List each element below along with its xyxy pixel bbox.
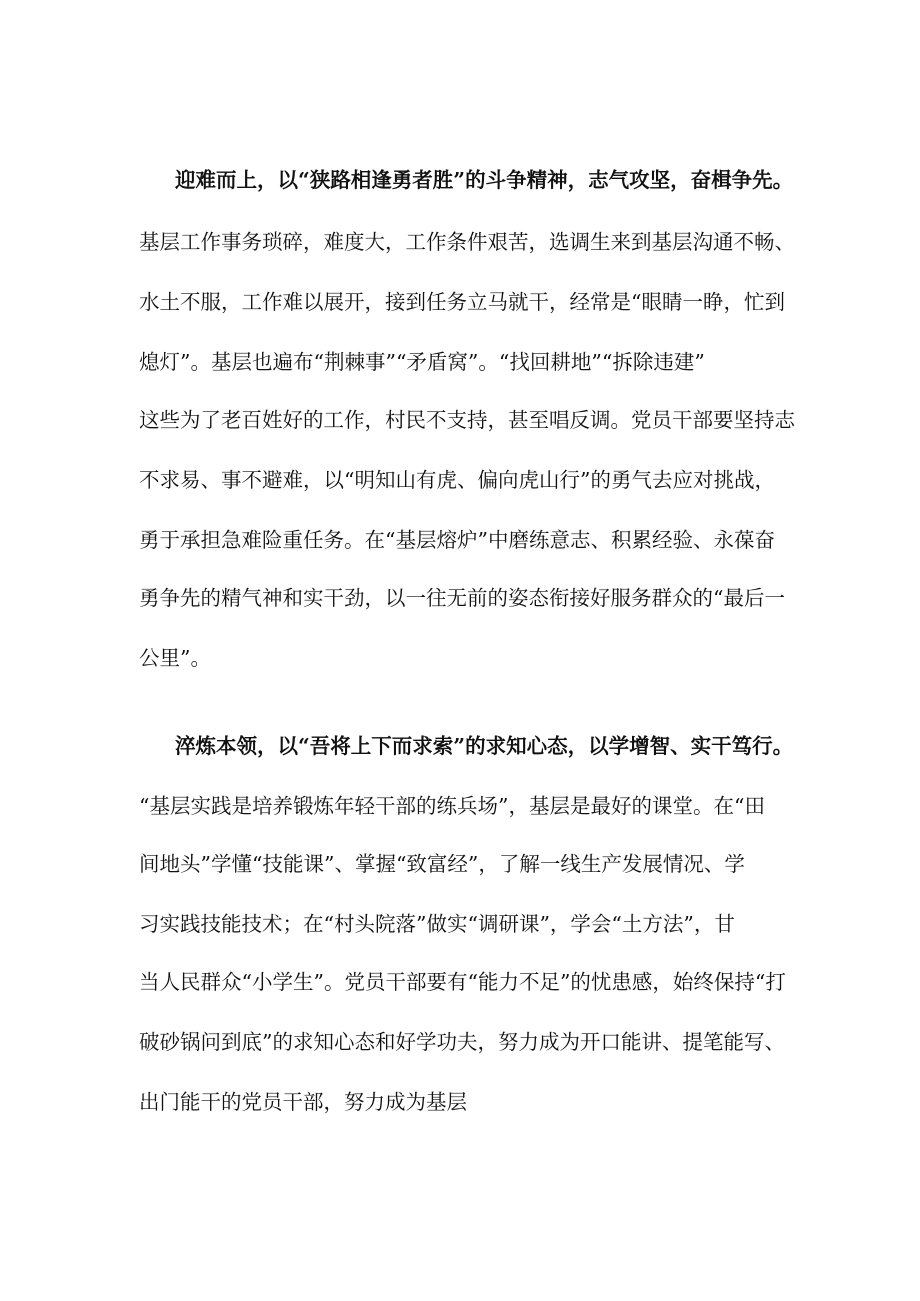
section-1-line-5: 不求易、事不避难，以“明知山有虎、偏向虎山行”的勇气去应对挑战， bbox=[139, 468, 775, 492]
section-1-line-8: 公里”。 bbox=[139, 646, 211, 670]
section-2-line-2: 间地头”学懂“技能课”、掌握“致富经”，了解一线生产发展情况、学 bbox=[139, 852, 745, 876]
section-2-line-5: 破砂锅问到底”的求知心态和好学功夫，努力成为开口能讲、提笔能写、 bbox=[139, 1030, 785, 1054]
section-2-heading: 淬炼本领，以“吾将上下而求索”的求知心态，以学增智、实干笃行。 bbox=[175, 734, 794, 758]
section-1-line-1: 基层工作事务琐碎，难度大，工作条件艰苦，选调生来到基层沟通不畅、 bbox=[139, 230, 795, 254]
section-2-line-3: 习实践技能技术；在“村头院落”做实“调研课”，学会“土方法”，甘 bbox=[139, 912, 735, 936]
section-2-line-6: 出门能干的党员干部，努力成为基层 bbox=[139, 1090, 467, 1114]
section-2-line-1: “基层实践是培养锻炼年轻干部的练兵场”，基层是最好的课堂。在“田 bbox=[139, 794, 765, 818]
section-1-line-3: 熄灯”。基层也遍布“荆棘事”“矛盾窝”。“找回耕地”“拆除违建” bbox=[139, 350, 705, 374]
section-1-line-4: 这些为了老百姓好的工作，村民不支持，甚至唱反调。党员干部要坚持志 bbox=[139, 408, 795, 432]
section-2-line-4: 当人民群众“小学生”。党员干部要有“能力不足”的忧患感，始终保持“打 bbox=[139, 970, 786, 994]
section-1-line-6: 勇于承担急难险重任务。在“基层熔炉”中磨练意志、积累经验、永葆奋 bbox=[139, 528, 775, 552]
section-1-line-2: 水土不服，工作难以展开，接到任务立马就干，经常是“眼睛一睁，忙到 bbox=[139, 290, 785, 314]
section-1-line-7: 勇争先的精气神和实干劲，以一往无前的姿态衔接好服务群众的“最后一 bbox=[139, 586, 785, 610]
section-1-heading: 迎难而上，以“狭路相逢勇者胜”的斗争精神，志气攻坚，奋楫争先。 bbox=[175, 168, 794, 192]
